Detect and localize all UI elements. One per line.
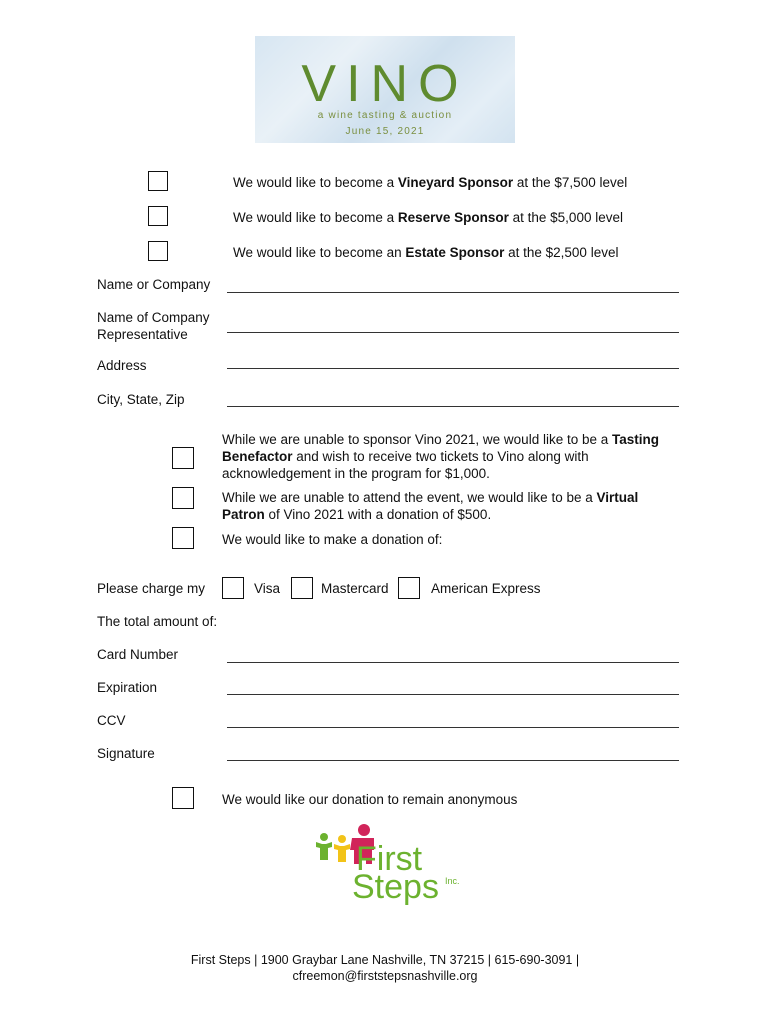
expiration-field[interactable] — [227, 694, 679, 695]
tasting-benefactor-option: While we are unable to sponsor Vino 2021, we would like to be a Tasting Benefactor and wish to receive two tickets to Vino along with acknowledgement in the program for $1,000. — [222, 432, 659, 481]
city-state-zip-label: City, State, Zip — [97, 392, 185, 407]
banner-date: June 15, 2021 — [345, 126, 425, 137]
vineyard-sponsor-option: We would like to become a Vineyard Sponsor at the $7,500 level — [233, 175, 628, 190]
logo-word-first: First — [356, 840, 423, 878]
estate-sponsor-option: We would like to become an Estate Sponsor at the $2,500 level — [233, 245, 619, 260]
anonymous-option: We would like our donation to remain anonymous — [222, 792, 518, 807]
rep-field[interactable] — [227, 332, 679, 333]
first-steps-logo — [314, 820, 474, 906]
rep-label-line1: Name of Company — [97, 310, 210, 325]
name-company-field[interactable] — [227, 292, 679, 293]
ccv-field[interactable] — [227, 727, 679, 728]
visa-label: Visa — [254, 581, 281, 596]
expiration-label: Expiration — [97, 680, 158, 695]
virtual-patron-checkbox[interactable] — [172, 487, 194, 509]
rep-label-line2: Representative — [97, 327, 188, 342]
logo-word-steps: Steps — [352, 868, 439, 906]
address-field[interactable] — [227, 368, 679, 369]
event-banner — [255, 36, 515, 143]
ccv-label: CCV — [97, 713, 126, 728]
virtual-patron-option: While we are unable to attend the event, we would like to be a Virtual Patron of Vino 2021 with a donation of $500. — [222, 490, 639, 522]
visa-checkbox[interactable] — [222, 577, 244, 599]
amex-label: American Express — [431, 581, 541, 596]
banner-subtitle: a wine tasting & auction — [317, 110, 453, 121]
custom-donation-option: We would like to make a donation of: — [222, 532, 443, 547]
mastercard-checkbox[interactable] — [291, 577, 313, 599]
logo-inc: Inc. — [445, 876, 460, 886]
city-state-zip-field[interactable] — [227, 406, 679, 407]
card-number-label: Card Number — [97, 647, 179, 662]
signature-field[interactable] — [227, 760, 679, 761]
signature-label: Signature — [97, 746, 155, 761]
anonymous-checkbox[interactable] — [172, 787, 194, 809]
card-number-field[interactable] — [227, 662, 679, 663]
banner-title: VINO — [301, 55, 469, 113]
name-company-label: Name or Company — [97, 277, 211, 292]
vineyard-sponsor-checkbox[interactable] — [148, 171, 168, 191]
address-label: Address — [97, 358, 147, 373]
mastercard-label: Mastercard — [321, 581, 389, 596]
charge-label: Please charge my — [97, 581, 206, 596]
amex-checkbox[interactable] — [398, 577, 420, 599]
total-amount-label: The total amount of: — [97, 614, 218, 629]
estate-sponsor-checkbox[interactable] — [148, 241, 168, 261]
reserve-sponsor-option: We would like to become a Reserve Sponsor at the $5,000 level — [233, 210, 623, 225]
custom-donation-checkbox[interactable] — [172, 527, 194, 549]
footer-address: First Steps | 1900 Graybar Lane Nashville, TN 37215 | 615-690-3091 | — [190, 953, 580, 967]
tasting-benefactor-checkbox[interactable] — [172, 447, 194, 469]
reserve-sponsor-checkbox[interactable] — [148, 206, 168, 226]
footer-email: cfreemon@firststepsnashville.org — [292, 969, 478, 983]
